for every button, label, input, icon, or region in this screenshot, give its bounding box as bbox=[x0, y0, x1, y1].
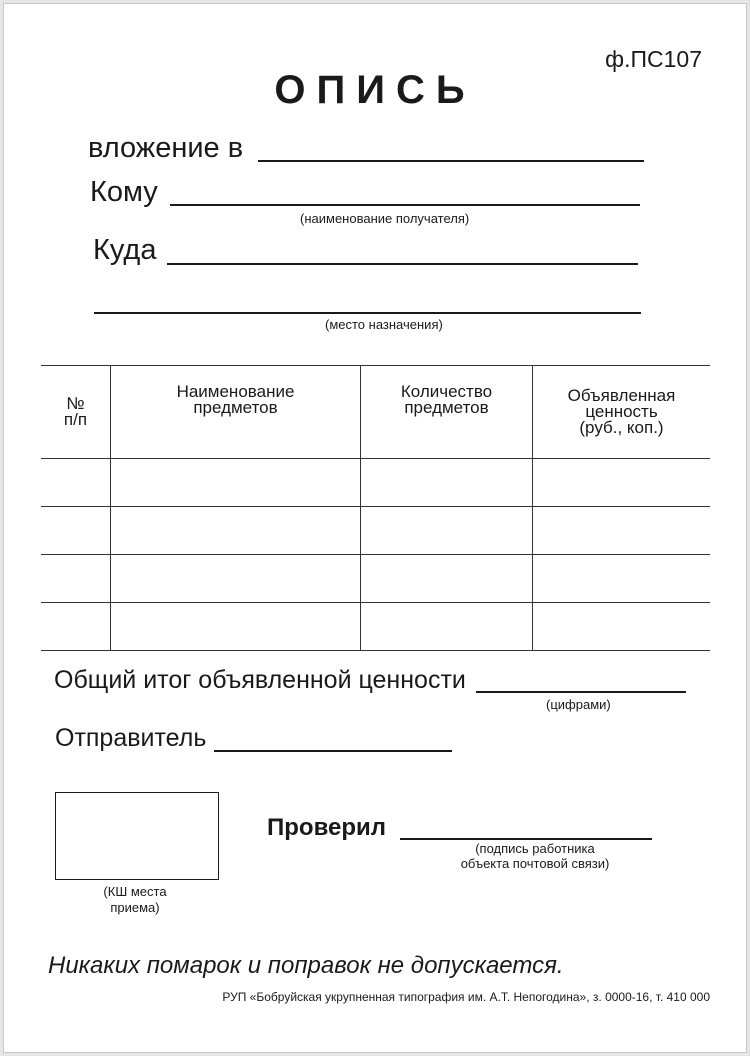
table-cell[interactable] bbox=[41, 555, 111, 603]
checked-label: Проверил bbox=[267, 814, 387, 841]
address-field-line1[interactable] bbox=[167, 263, 638, 265]
table-cell[interactable] bbox=[111, 459, 361, 507]
total-label: Общий итог объявленной ценности bbox=[54, 666, 466, 694]
col-number-header: № п/п bbox=[41, 366, 111, 459]
address-field-line2[interactable] bbox=[94, 312, 641, 314]
signature-field[interactable] bbox=[400, 838, 652, 840]
recipient-hint: (наименование получателя) bbox=[300, 211, 470, 226]
to-label: Кому bbox=[90, 176, 158, 208]
signature-hint: (подпись работника объекта почтовой связи) bbox=[460, 841, 610, 871]
table-cell[interactable] bbox=[361, 555, 533, 603]
table-cell[interactable] bbox=[361, 507, 533, 555]
total-hint: (цифрами) bbox=[546, 697, 611, 712]
table-cell[interactable] bbox=[111, 507, 361, 555]
sender-label: Отправитель bbox=[55, 724, 207, 752]
inventory-table bbox=[41, 365, 710, 651]
table-cell[interactable] bbox=[361, 603, 533, 651]
table-cell[interactable] bbox=[41, 507, 111, 555]
table-cell[interactable] bbox=[111, 603, 361, 651]
stamp-box[interactable] bbox=[55, 792, 219, 880]
printer-info: РУП «Бобруйская укрупненная типография им. А.Т. Непогодина», з. 0000-16, т. 410 000 bbox=[222, 990, 710, 1004]
table-cell[interactable] bbox=[41, 459, 111, 507]
table-cell[interactable] bbox=[533, 507, 711, 555]
table-cell[interactable] bbox=[41, 603, 111, 651]
table-cell[interactable] bbox=[361, 459, 533, 507]
table-row bbox=[41, 459, 710, 507]
table-header-row bbox=[41, 366, 710, 459]
col-name-header: Наименование предметов bbox=[111, 366, 361, 459]
enclosure-label: вложение в bbox=[88, 132, 244, 164]
sender-field[interactable] bbox=[214, 750, 452, 752]
where-label: Куда bbox=[93, 234, 157, 266]
recipient-field[interactable] bbox=[170, 204, 640, 206]
table-row bbox=[41, 507, 710, 555]
notice-text: Никаких помарок и поправок не допускается. bbox=[48, 952, 564, 979]
total-field[interactable] bbox=[476, 691, 686, 693]
table-cell[interactable] bbox=[533, 459, 711, 507]
enclosure-field[interactable] bbox=[258, 160, 644, 162]
table-cell[interactable] bbox=[111, 555, 361, 603]
table-cell[interactable] bbox=[533, 603, 711, 651]
table-row bbox=[41, 555, 710, 603]
col-value-header: Объявленная ценность (руб., коп.) bbox=[533, 366, 711, 459]
table-cell[interactable] bbox=[533, 555, 711, 603]
page-title: ОПИСЬ bbox=[274, 68, 476, 112]
destination-hint: (место назначения) bbox=[325, 317, 443, 332]
stamp-hint: (КШ места приема) bbox=[103, 884, 167, 915]
form-code: ф.ПС107 bbox=[605, 46, 702, 72]
table-row bbox=[41, 603, 710, 651]
col-quantity-header: Количество предметов bbox=[361, 366, 533, 459]
